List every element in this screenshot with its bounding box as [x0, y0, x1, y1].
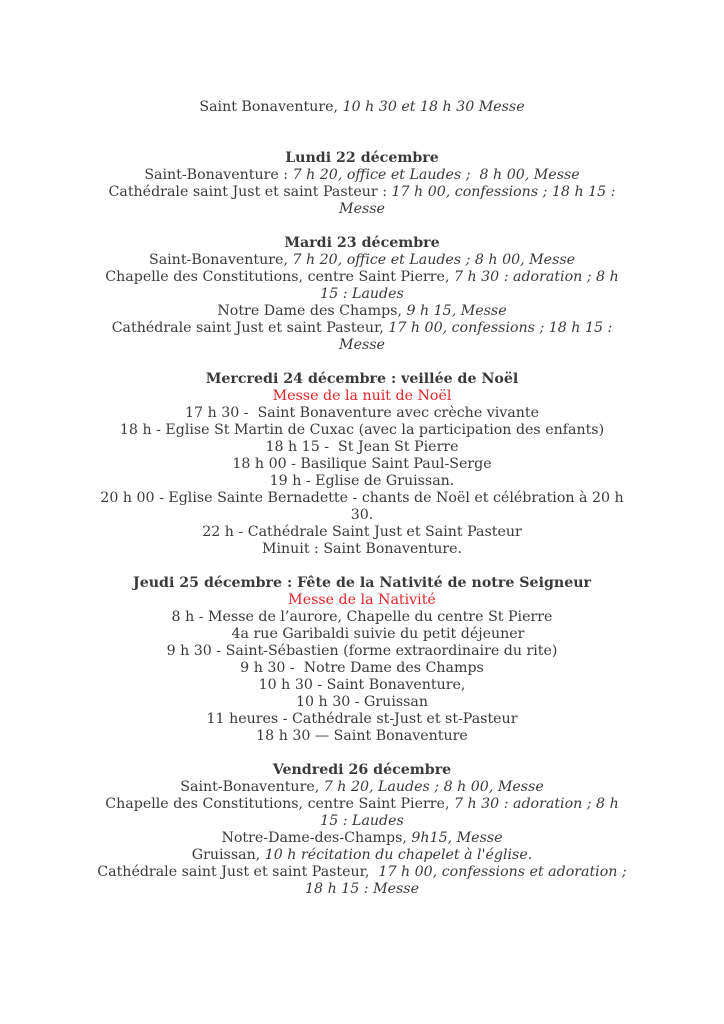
- mass-subtitle: [0, 592, 724, 609]
- line-text: 9 h 30 - Notre Dame des Champs: [240, 660, 484, 676]
- line-text: Chapelle des Constitutions, centre Saint Pierre,: [105, 796, 454, 812]
- line-text: 17 h 30 - Saint Bonaventure avec crèche vivante: [185, 405, 539, 421]
- spacer: [0, 116, 724, 150]
- schedule-line: [0, 813, 724, 830]
- line-text: 30.: [350, 507, 374, 523]
- schedule-times: 7 h 20, office et Laudes ; 8 h 00, Messe: [292, 167, 580, 183]
- line-text: Messe de la Nativité: [288, 592, 436, 608]
- day-heading: [0, 762, 724, 779]
- schedule-line: [0, 660, 724, 677]
- schedule-line: [0, 694, 724, 711]
- schedule-times: 10 h 30 et 18 h 30 Messe: [342, 99, 525, 115]
- schedule-line: [0, 847, 724, 864]
- schedule-line: [0, 626, 724, 643]
- spacer: [0, 354, 724, 371]
- line-text: Chapelle des Constitutions, centre Saint Pierre,: [105, 269, 454, 285]
- day-heading: [0, 150, 724, 167]
- line-text: 18 h 30 — Saint Bonaventure: [256, 728, 468, 744]
- line-text: Mercredi 24 décembre : veillée de Noël: [205, 371, 519, 387]
- schedule-line: [0, 643, 724, 660]
- schedule-line: [0, 881, 724, 898]
- line-text: 8 h - Messe de l’aurore, Chapelle du centre St Pierre: [171, 609, 553, 625]
- line-text: Mardi 23 décembre: [284, 235, 440, 251]
- line-text: Cathédrale saint Just et saint Pasteur,: [111, 320, 389, 336]
- line-text: 18 h - Eglise St Martin de Cuxac (avec la participation des enfants): [119, 422, 605, 438]
- schedule-line: [0, 456, 724, 473]
- schedule-times: 10 h récitation du chapelet à l'église.: [264, 847, 533, 863]
- line-text: Cathédrale saint Just et saint Pasteur :: [108, 184, 392, 200]
- schedule-document: [0, 99, 724, 898]
- schedule-line: [0, 864, 724, 881]
- schedule-times: 18 h 15 : Messe: [305, 881, 419, 897]
- schedule-line: [0, 405, 724, 422]
- schedule-times: 15 : Laudes: [320, 286, 404, 302]
- schedule-times: 7 h 20, Laudes ; 8 h 00, Messe: [323, 779, 544, 795]
- schedule-times: Messe: [339, 337, 385, 353]
- line-text: Gruissan,: [191, 847, 265, 863]
- schedule-line: [0, 473, 724, 490]
- schedule-line: [0, 711, 724, 728]
- mass-subtitle: [0, 388, 724, 405]
- line-text: Saint-Bonaventure :: [144, 167, 293, 183]
- line-text: Cathédrale saint Just et saint Pasteur,: [97, 864, 379, 880]
- schedule-line: [0, 507, 724, 524]
- schedule-line: [0, 796, 724, 813]
- day-heading: [0, 235, 724, 252]
- schedule-line: [0, 609, 724, 626]
- schedule-times: 9 h 15, Messe: [406, 303, 507, 319]
- schedule-line: [0, 524, 724, 541]
- schedule-line: [0, 184, 724, 201]
- schedule-times: 9h15, Messe: [411, 830, 503, 846]
- line-text: Messe de la nuit de Noël: [272, 388, 452, 404]
- schedule-line: [0, 779, 724, 796]
- line-text: 4a rue Garibaldi suivie du petit déjeuner: [231, 626, 525, 642]
- schedule-line: [0, 99, 724, 116]
- line-text: 20 h 00 - Eglise Sainte Bernadette - chants de Noël et célébration à 20 h: [100, 490, 624, 506]
- schedule-line: [0, 167, 724, 184]
- line-text: Minuit : Saint Bonaventure.: [261, 541, 463, 557]
- schedule-line: [0, 439, 724, 456]
- line-text: 9 h 30 - Saint-Sébastien (forme extraordinaire du rite): [166, 643, 558, 659]
- schedule-line: [0, 269, 724, 286]
- day-heading: [0, 371, 724, 388]
- line-text: 11 heures - Cathédrale st-Just et st-Pasteur: [206, 711, 518, 727]
- schedule-line: [0, 303, 724, 320]
- line-text: Saint-Bonaventure,: [180, 779, 324, 795]
- line-text: 10 h 30 - Gruissan: [295, 694, 429, 710]
- line-text: Notre-Dame-des-Champs,: [221, 830, 412, 846]
- line-text: Saint-Bonaventure,: [148, 252, 293, 268]
- schedule-times: 17 h 00, confessions et adoration ;: [378, 864, 627, 880]
- schedule-line: [0, 677, 724, 694]
- line-text: Saint Bonaventure,: [199, 99, 343, 115]
- schedule-line: [0, 422, 724, 439]
- spacer: [0, 218, 724, 235]
- line-text: 22 h - Cathédrale Saint Just et Saint Pasteur: [202, 524, 522, 540]
- schedule-times: 17 h 00, confessions ; 18 h 15 :: [391, 184, 616, 200]
- schedule-times: 17 h 00, confessions ; 18 h 15 :: [388, 320, 613, 336]
- line-text: Lundi 22 décembre: [285, 150, 439, 166]
- line-text: 10 h 30 - Saint Bonaventure,: [258, 677, 466, 693]
- schedule-line: [0, 541, 724, 558]
- schedule-line: [0, 337, 724, 354]
- schedule-times: 15 : Laudes: [320, 813, 404, 829]
- schedule-line: [0, 728, 724, 745]
- spacer: [0, 745, 724, 762]
- schedule-times: 7 h 30 : adoration ; 8 h: [453, 269, 619, 285]
- schedule-times: Messe: [339, 201, 385, 217]
- spacer: [0, 558, 724, 575]
- line-text: 18 h 00 - Basilique Saint Paul-Serge: [232, 456, 492, 472]
- line-text: Notre Dame des Champs,: [217, 303, 407, 319]
- schedule-line: [0, 320, 724, 337]
- line-text: 18 h 15 - St Jean St Pierre: [265, 439, 459, 455]
- schedule-line: [0, 830, 724, 847]
- schedule-line: [0, 252, 724, 269]
- schedule-line: [0, 490, 724, 507]
- schedule-line: [0, 286, 724, 303]
- line-text: Vendredi 26 décembre: [272, 762, 452, 778]
- line-text: 19 h - Eglise de Gruissan.: [269, 473, 455, 489]
- schedule-times: 7 h 20, office et Laudes ; 8 h 00, Messe: [292, 252, 576, 268]
- schedule-line: [0, 201, 724, 218]
- day-heading: [0, 575, 724, 592]
- schedule-times: 7 h 30 : adoration ; 8 h: [453, 796, 619, 812]
- line-text: Jeudi 25 décembre : Fête de la Nativité de notre Seigneur: [132, 575, 592, 591]
